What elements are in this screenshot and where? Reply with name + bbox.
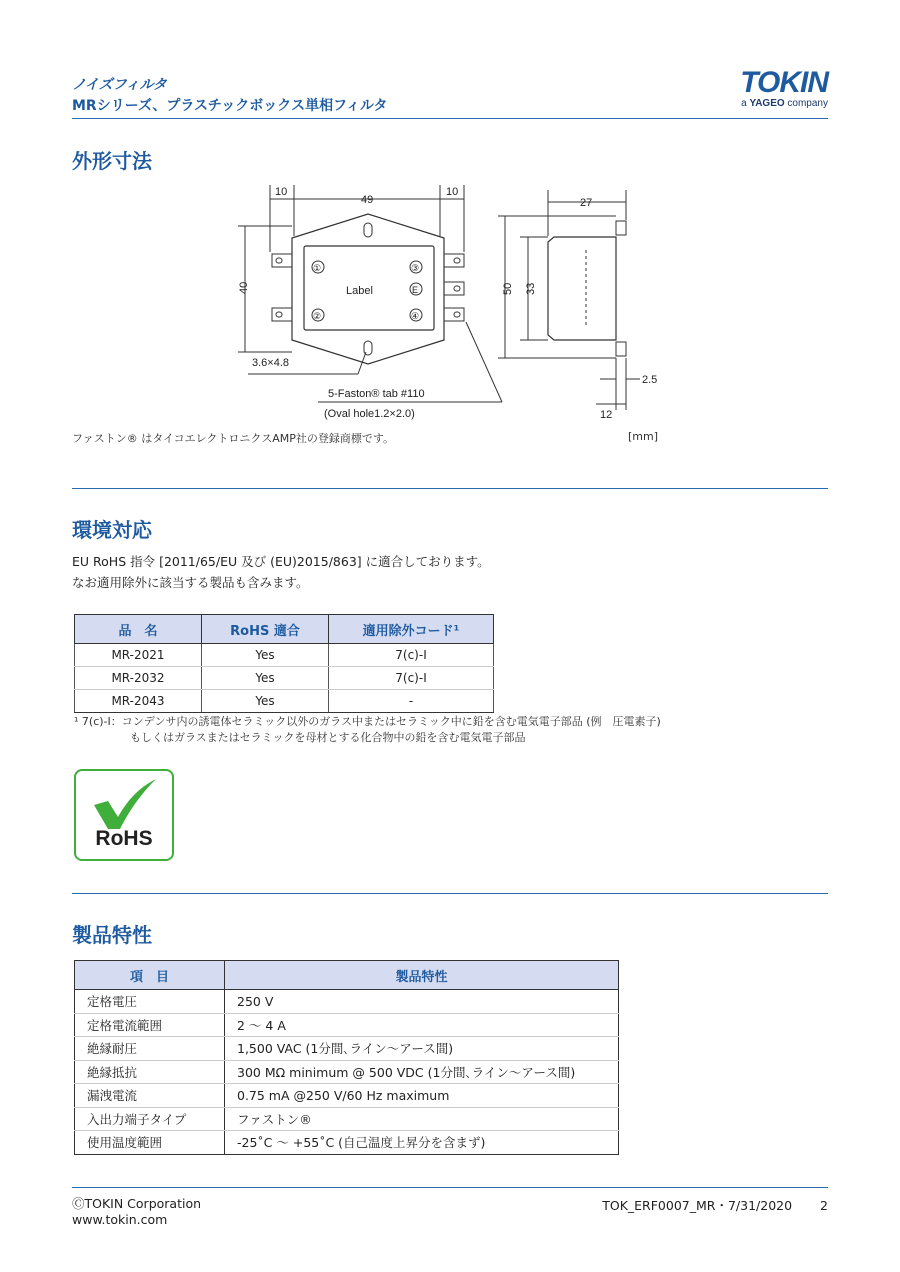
col-header-spec: 製品特性 [225,961,619,990]
section-title-characteristics: 製品特性 [72,923,152,947]
terminal-1: ① [313,263,322,273]
table-row: 入出力端子タイプ ファストン® [75,1107,619,1131]
dim-side50: 50 [502,282,514,295]
unit-label: [mm] [628,430,659,443]
table-row: 絶縁抵抗 300 MΩ minimum @ 500 VDC (1分間､ライン～アース間) [75,1060,619,1084]
logo-tagline: a YAGEO company [741,98,828,109]
dim-side33: 33 [525,282,537,295]
logo-wordmark: TOKIN [740,66,828,99]
website-link[interactable]: www.tokin.com [72,1212,168,1227]
section-rule-1 [72,488,828,489]
table-row: 定格電圧 250 V [75,990,619,1014]
header-rule [72,118,828,119]
table-row: 定格電流範囲 2 ～ 4 A [75,1013,619,1037]
label-text: Label [346,285,373,297]
tokin-logo [740,68,828,110]
dim-tab: 5-Faston® tab #110 [328,388,425,400]
dim-side25: 2.5 [642,374,658,386]
document-id: TOK_ERF0007_MR・7/31/2020 [602,1198,793,1213]
dim-w49: 49 [361,194,374,206]
col-header-item: 項 目 [75,961,225,990]
rohs-statement: EU RoHS 指令 [2011/65/EU 及び (EU)2015/863] に適合しております。 なお適用除外に該当する製品も含みます。 [72,554,490,590]
table-row: MR-2043 Yes - [75,690,494,713]
col-header-product: 品 名 [75,615,202,644]
footer-right [602,1196,828,1214]
header-category: ノイズフィルタ [72,77,167,93]
dimension-drawing [230,180,680,425]
table-row: 漏洩電流 0.75 mA @250 V/60 Hz maximum [75,1084,619,1108]
terminal-3: ③ [411,263,420,273]
dim-h40: 40 [238,281,250,294]
footer-left [72,1196,201,1228]
dim-oval: (Oval hole1.2×2.0) [324,408,415,420]
col-header-rohs: RoHS 適合 [202,615,329,644]
page-number: 2 [820,1198,828,1213]
table-row: 使用温度範囲 -25˚C ～ +55˚C (自己温度上昇分を含まず) [75,1131,619,1155]
table-row: 絶縁耐圧 1,500 VAC (1分間､ライン～アース間) [75,1037,619,1061]
section-rule-2 [72,893,828,894]
copyright: ⒸTOKIN Corporation [72,1196,202,1211]
terminal-e: E [412,285,419,295]
col-header-exemption: 適用除外コード¹ [329,615,494,644]
dim-w10b: 10 [446,186,459,198]
dim-w10a: 10 [275,186,288,198]
rohs-badge-text: RoHS [95,827,153,850]
rohs-table [74,614,494,713]
exemption-footnote: ¹ 7(c)-Ⅰ：コンデンサ内の誘電体セラミック以外のガラス中またはセラミック中に鉛を含む電気電子部品 (例 圧電素子) もしくはガラスまたはセラミックを母材とする化合物中の鉛を含む電気電子部品 [74,715,661,744]
table-row: MR-2021 Yes 7(c)-Ⅰ [75,644,494,667]
header-series-title: MRシリーズ、プラスチックボックス単相フィルタ [72,98,388,114]
terminal-2: ② [313,311,322,321]
section-title-environment: 環境対応 [72,518,152,542]
table-row: MR-2032 Yes 7(c)-Ⅰ [75,667,494,690]
dim-side27: 27 [580,197,593,209]
trademark-note: ファストン® はタイコエレクトロニクスAMP社の登録商標です。 [72,432,395,445]
terminal-4: ④ [411,311,420,321]
dim-side12: 12 [600,409,613,421]
footer-rule [72,1187,828,1188]
characteristics-table [74,960,619,1155]
section-title-dimensions: 外形寸法 [72,149,152,173]
rohs-badge [74,769,174,861]
dim-hole: 3.6×4.8 [252,357,290,369]
